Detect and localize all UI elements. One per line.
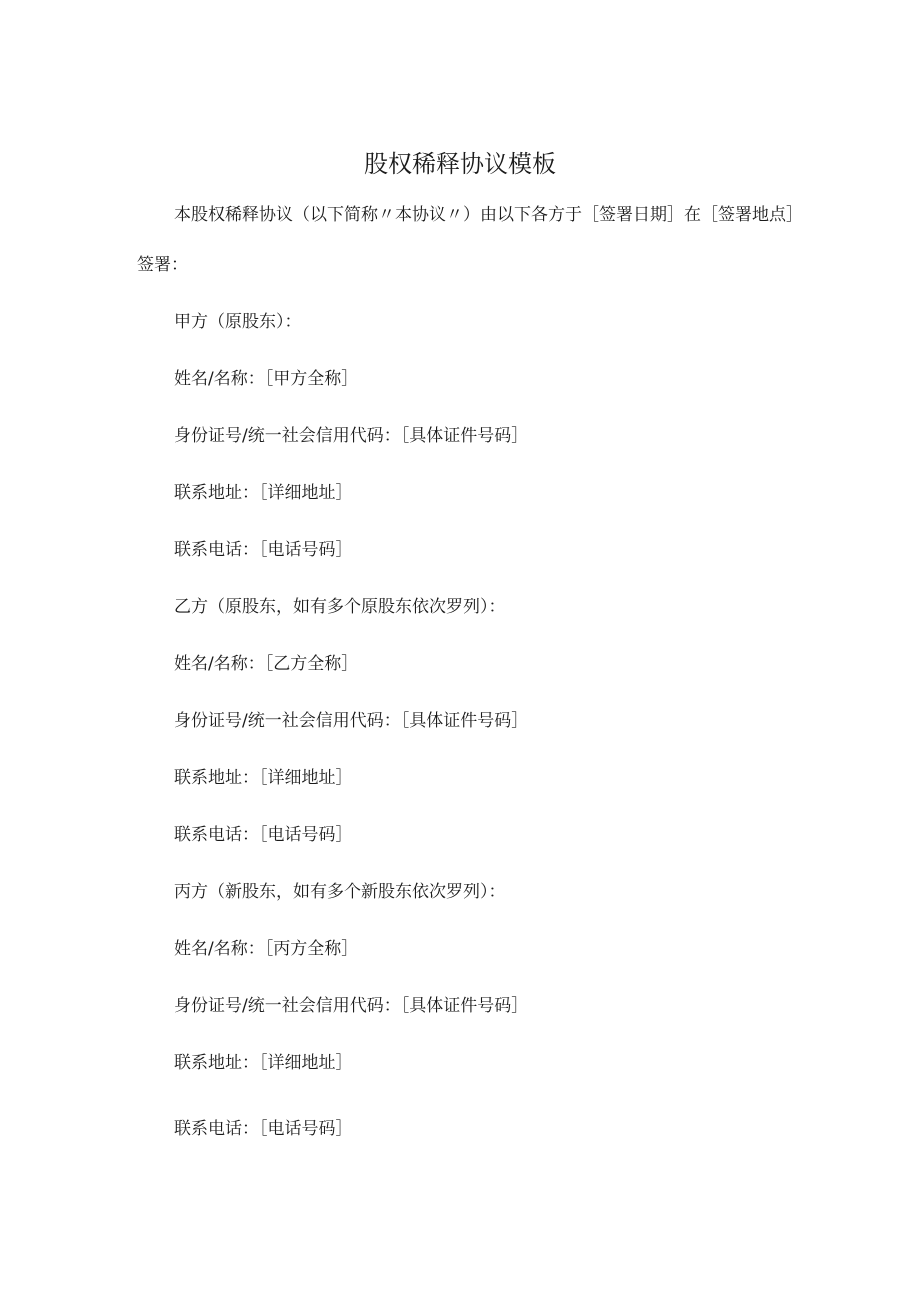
party-b-heading: 乙方（原股东，如有多个原股东依次罗列）： [174, 597, 506, 617]
party-c-phone: 联系电话：［电话号码］ [174, 1119, 353, 1139]
party-c-heading: 丙方（新股东，如有多个新股东依次罗列）： [174, 882, 506, 902]
party-b-name: 姓名/名称：［乙方全称］ [174, 654, 359, 674]
party-a-phone: 联系电话：［电话号码］ [174, 540, 353, 560]
party-a-address: 联系地址：［详细地址］ [174, 483, 353, 503]
party-a-id: 身份证号/统一社会信用代码：［具体证件号码］ [174, 426, 529, 446]
party-a-name: 姓名/名称：［甲方全称］ [174, 369, 359, 389]
party-c-name: 姓名/名称：［丙方全称］ [174, 939, 359, 959]
intro-paragraph-line-2: 签署： [137, 255, 188, 275]
party-c-id: 身份证号/统一社会信用代码：［具体证件号码］ [174, 996, 529, 1016]
party-b-phone: 联系电话：［电话号码］ [174, 825, 353, 845]
intro-paragraph-line-1: 本股权稀释协议（以下简称〃本协议〃）由以下各方于［签署日期］在［签署地点］ [174, 205, 803, 225]
party-b-address: 联系地址：［详细地址］ [174, 768, 353, 788]
party-c-address: 联系地址：［详细地址］ [174, 1053, 353, 1073]
party-a-heading: 甲方（原股东）： [174, 312, 302, 332]
party-b-id: 身份证号/统一社会信用代码：［具体证件号码］ [174, 711, 529, 731]
document-title: 股权稀释协议模板 [364, 150, 556, 178]
